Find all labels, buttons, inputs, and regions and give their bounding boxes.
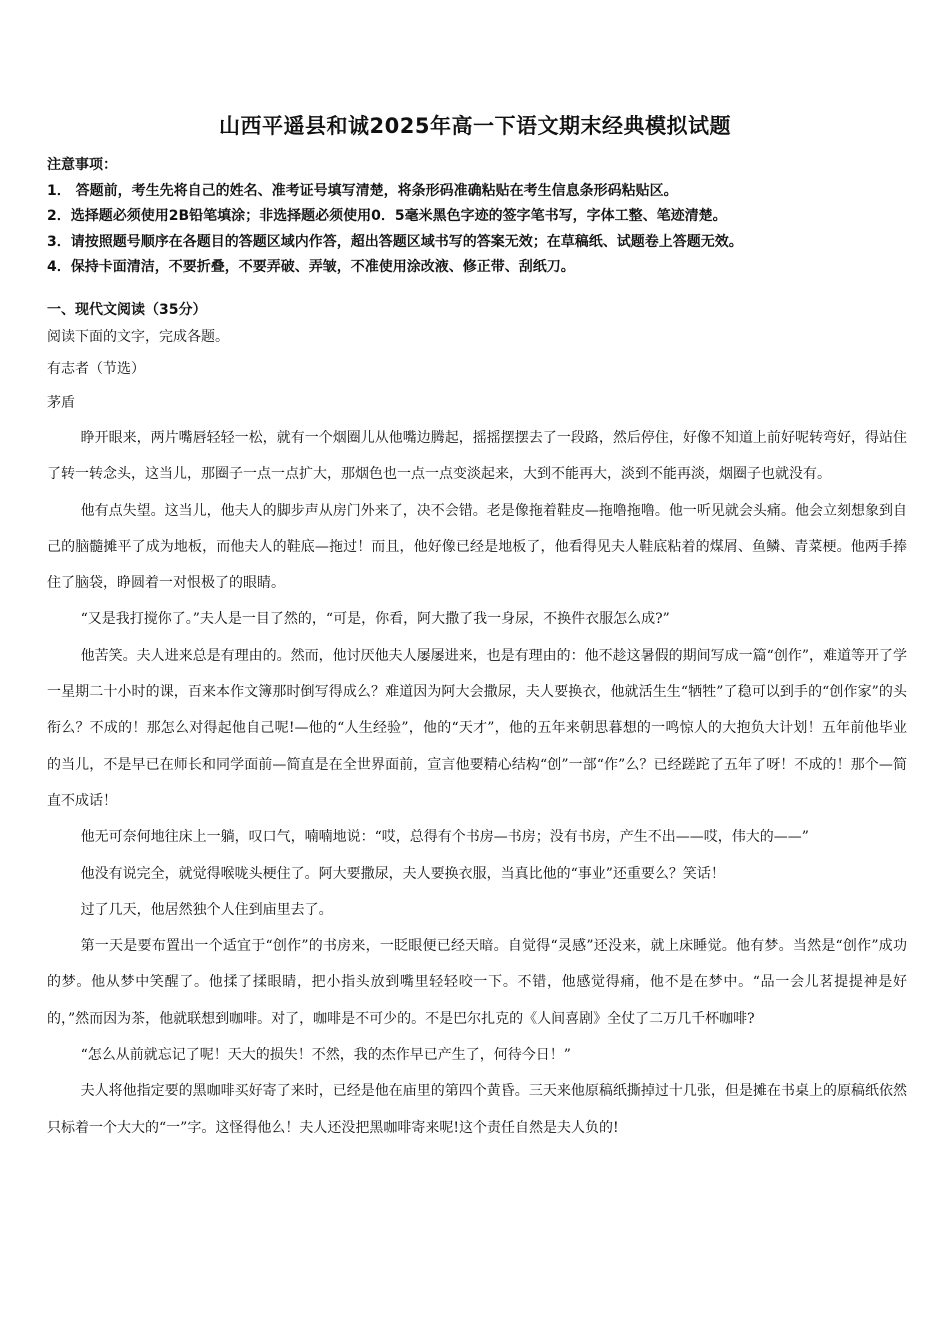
passage-paragraph: 他没有说完全，就觉得喉咙头梗住了。阿大要撒尿，夫人要换衣服，当真比他的“事业”还重要么？笑话！ xyxy=(80,865,725,882)
passage-body xyxy=(47,420,907,1146)
passage-paragraph: “怎么从前就忘记了呢！天大的损失！不然，我的杰作早已产生了，何待今日！” xyxy=(80,1047,571,1064)
passage-paragraph: 第一天是要布置出一个适宜于“创作”的书房来，一眨眼便已经天暗。自觉得“灵感”还没来，就上床睡觉。他有梦。当然是“创作”成功的梦。他从梦中笑醒了。他揉了揉眼睛，把小指头放到嘴里轻轻咬一下。不错，他感觉得痛，他不是在梦中。“品一会儿茗提提神是好的，”然而因为茶，他就联想到咖啡。对了，咖啡是不可少的。不是巴尔扎克的《人间喜剧》全仗了二万几千杯咖啡? xyxy=(47,938,907,1027)
notice-item: 3．请按照题号顺序在各题目的答题区域内作答，超出答题区域书写的答案无效；在草稿纸、试题卷上答题无效。 xyxy=(47,233,743,250)
notice-item: 4．保持卡面清洁，不要折叠，不要弄破、弄皱，不准使用涂改液、修正带、刮纸刀。 xyxy=(47,259,575,275)
notice-block xyxy=(47,153,927,281)
section-title: 一、现代文阅读（35分） xyxy=(47,302,207,318)
reading-instructions: 阅读下面的文字，完成各题。 xyxy=(47,329,229,345)
notice-heading: 注意事项： xyxy=(47,157,117,173)
passage-paragraph: 睁开眼来，两片嘴唇轻轻一松，就有一个烟圈儿从他嘴边腾起，摇摇摆摆去了一段路，然后停住，好像不知道上前好呢转弯好，得站住了转一转念头，这当儿，那圈子一点一点扩大，那烟色也一点一点变淡起来，大到不能再大，淡到不能再淡，烟圈子也就没有。 xyxy=(47,430,907,483)
passage-paragraph: 夫人将他指定要的黑咖啡买好寄了来时，已经是他在庙里的第四个黄昏。三天来他原稿纸撕掉过十几张，但是摊在书桌上的原稿纸依然只标着一个大大的“一”字。这怪得他么！夫人还没把黑咖啡寄来呢!这个责任自然是夫人负的! xyxy=(47,1083,907,1136)
exam-title: 山西平遥县和诚2025年高一下语文期末经典模拟试题 xyxy=(219,114,731,138)
notice-item: 2．选择题必须使用2B铅笔填涂；非选择题必须使用0．5毫米黑色字迹的签字笔书写，字体工整、笔迹清楚。 xyxy=(47,208,727,224)
passage-paragraph: 他有点失望。这当儿，他夫人的脚步声从房门外来了，决不会错。老是像拖着鞋皮—拖噜拖噜。他一听见就会头痛。他会立刻想象到自己的脑髓摊平了成为地板，而他夫人的鞋底—拖过！而且，他好像已经是地板了，他看得见夫人鞋底粘着的煤屑、鱼鳞、青菜梗。他两手捧住了脑袋，睁圆着一对恨极了的眼睛。 xyxy=(47,502,907,592)
passage-title: 有志者（节选） xyxy=(47,361,145,377)
passage-paragraph: “又是我打搅你了。”夫人是一目了然的，“可是，你看，阿大撒了我一身尿，不换件衣服怎么成?” xyxy=(80,611,670,628)
notice-item: 1． 答题前，考生先将自己的姓名、准考证号填写清楚，将条形码准确粘贴在考生信息条形码粘贴区。 xyxy=(47,182,678,199)
passage-paragraph: 他苦笑。夫人进来总是有理由的。然而，他讨厌他夫人屡屡进来，也是有理由的：他不趁这暑假的期间写成一篇“创作”，难道等开了学一星期二十小时的课，百来本作文簿那时倒写得成么？难道因为阿大会撒尿，夫人要换衣，他就活生生“牺牲”了稳可以到手的“创作家”的头衔么？不成的！那怎么对得起他自己呢!—他的“人生经验”，他的“天才”，他的五年来朝思暮想的一鸣惊人的大抱负大计划！五年前他毕业的当儿，不是早已在师长和同学面前—简直是在全世界面前，宣言他要精心结构“创”一部“作”么？已经蹉跎了五年了呀！不成的！那个—简直不成话！ xyxy=(47,647,907,809)
passage-paragraph: 他无可奈何地往床上一躺，叹口气，喃喃地说：“哎，总得有个书房—书房；没有书房，产生不出——哎，伟大的——” xyxy=(80,829,809,846)
passage-author: 茅盾 xyxy=(47,395,75,411)
passage-paragraph: 过了几天，他居然独个人住到庙里去了。 xyxy=(80,901,333,918)
